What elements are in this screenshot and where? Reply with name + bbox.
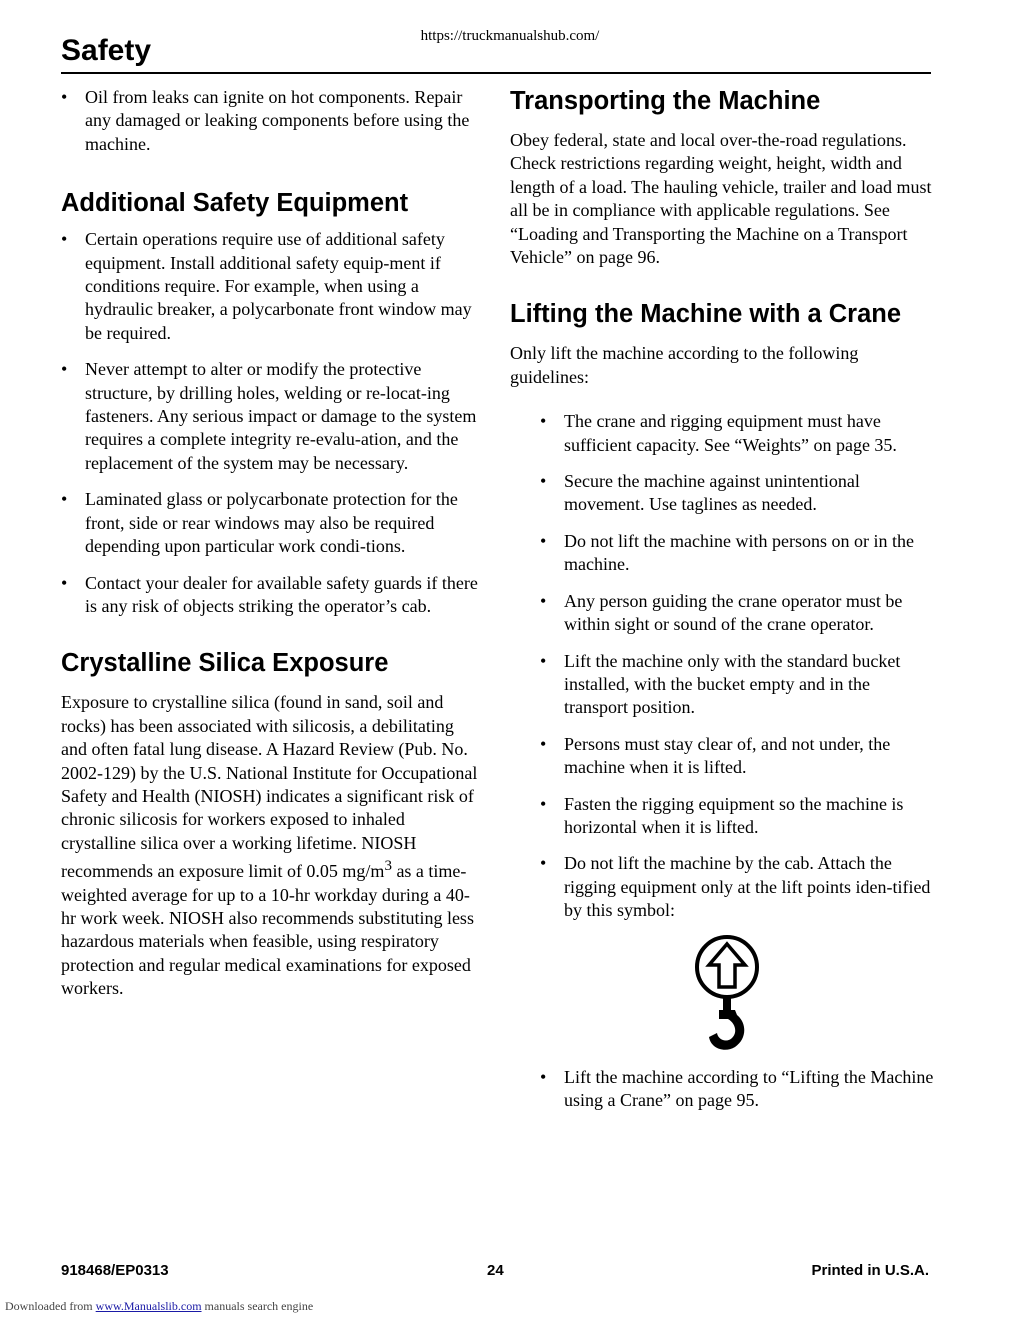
footer-page-number: 24	[487, 1262, 504, 1279]
bullet-glyph: •	[540, 590, 547, 611]
list-item	[61, 86, 483, 156]
silica-text-after: as a time-weighted average for up to a 10-hr workday during a 40-hr work week. NIOSH also recommends substituting less hazardous materials when feasible, using respiratory protection and regular medical examinations for exposed workers.	[61, 861, 474, 999]
bullet-glyph: •	[61, 359, 68, 380]
list-item	[540, 590, 935, 637]
list-item-text: The crane and rigging equipment must have sufficient capacity. See “Weights” on page 35.	[564, 411, 897, 455]
section-title: Safety	[61, 34, 152, 67]
right-column	[510, 86, 935, 1112]
list-item-text: Lift the machine according to “Lifting the Machine using a Crane” on page 95.	[564, 1066, 934, 1110]
footer-doc-number: 918468/EP0313	[61, 1262, 169, 1279]
list-item	[540, 852, 935, 922]
bullet-glyph: •	[540, 530, 547, 551]
download-prefix: Downloaded from	[5, 1299, 96, 1313]
list-item	[540, 410, 935, 457]
heading-transporting: Transporting the Machine	[510, 87, 821, 115]
lifting-final-list	[510, 1066, 935, 1113]
left-column	[61, 86, 483, 1001]
lift-point-hook-icon	[695, 935, 759, 1053]
list-item-text: Do not lift the machine by the cab. Attach the rigging equipment only at the lift points iden-tified by this symbol:	[564, 853, 931, 921]
list-item-text: Fasten the rigging equipment so the machine is horizontal when it is lifted.	[564, 793, 904, 837]
bullet-glyph: •	[540, 793, 547, 814]
list-item	[540, 733, 935, 780]
bullet-glyph: •	[61, 87, 68, 107]
bullet-glyph: •	[61, 572, 68, 593]
list-item	[61, 488, 483, 558]
lifting-guidelines-list	[510, 410, 935, 922]
lift-point-symbol	[510, 935, 935, 1055]
list-item-text: Secure the machine against unintentional movement. Use taglines as needed.	[564, 471, 860, 515]
list-item-text: Laminated glass or polycarbonate protection for the front, side or rear windows may also be required depending upon particular work condi-tions.	[85, 489, 458, 557]
bullet-glyph: •	[61, 229, 68, 250]
bullet-glyph: •	[61, 489, 68, 510]
download-suffix: manuals search engine	[201, 1299, 314, 1313]
manualslib-link[interactable]: www.Manualslib.com	[95, 1299, 202, 1313]
bullet-glyph: •	[540, 411, 547, 432]
list-item-text: Contact your dealer for available safety guards if there is any risk of objects striking the operator’s cab.	[85, 572, 478, 616]
list-item	[540, 650, 935, 720]
bullet-glyph: •	[540, 853, 547, 874]
list-item	[61, 228, 483, 345]
list-item	[540, 530, 935, 577]
list-item-text: Never attempt to alter or modify the protective structure, by drilling holes, welding or re-locat-ing fasteners. Any serious impact or damage to the system requires a complete integrity re-evalu-ation, and the replacement of the system may be necessary.	[85, 359, 477, 473]
heading-lifting-crane: Lifting the Machine with a Crane	[510, 300, 902, 329]
lifting-intro: Only lift the machine according to the following guidelines:	[510, 343, 859, 387]
list-item	[540, 793, 935, 840]
list-item	[540, 470, 935, 517]
list-item	[61, 358, 483, 475]
bullet-glyph: •	[540, 650, 547, 671]
footer-printed: Printed in U.S.A.	[811, 1262, 929, 1279]
header-url: https://truckmanualshub.com/	[420, 28, 600, 44]
header-rule	[61, 72, 931, 74]
heading-crystalline-silica: Crystalline Silica Exposure	[61, 649, 389, 678]
heading-additional-safety: Additional Safety Equipment	[61, 189, 409, 218]
bullet-glyph: •	[540, 471, 547, 492]
intro-bullet-list	[61, 86, 483, 156]
bullet-glyph: •	[540, 733, 547, 754]
list-item-text: Persons must stay clear of, and not under, the machine when it is lifted.	[564, 733, 891, 778]
list-item	[540, 1066, 935, 1113]
bullet-glyph: •	[540, 1066, 547, 1087]
silica-superscript: 3	[384, 858, 392, 875]
list-item	[61, 572, 483, 619]
download-attribution	[5, 1299, 313, 1314]
list-item-text: Do not lift the machine with persons on or in the machine.	[564, 530, 914, 575]
transporting-paragraph: Obey federal, state and local over-the-road regulations. Check restrictions regarding weight, height, width and length of a load. The hauling vehicle, trailer and load must all be in compliance with applicable regulations. See “Loading and Transporting the Machine on a Transport Vehicle” on page 96.	[510, 130, 932, 268]
additional-safety-list	[61, 228, 483, 618]
list-item-text: Oil from leaks can ignite on hot components. Repair any damaged or leaking components before using the machine.	[85, 87, 470, 154]
silica-paragraph	[61, 691, 483, 1000]
silica-text-before: Exposure to crystalline silica (found in sand, soil and rocks) has been associated with silicosis, a debilitating and often fatal lung disease. A Hazard Review (Pub. No. 2002-129) by the U.S. National Institute for Occupational Safety and Health (NIOSH) indicates a significant risk of chronic silicosis for workers exposed to inhaled crystalline silica over a working lifetime. NIOSH recommends an exposure limit of 0.05 mg/m	[61, 692, 478, 882]
list-item-text: Certain operations require use of additional safety equipment. Install additional safety equip-ment if conditions require. For example, when using a hydraulic breaker, a polycarbonate front window may be required.	[85, 229, 472, 343]
list-item-text: Lift the machine only with the standard bucket installed, with the bucket empty and in the transport position.	[564, 650, 901, 718]
list-item-text: Any person guiding the crane operator must be within sight or sound of the crane operator.	[564, 590, 903, 635]
